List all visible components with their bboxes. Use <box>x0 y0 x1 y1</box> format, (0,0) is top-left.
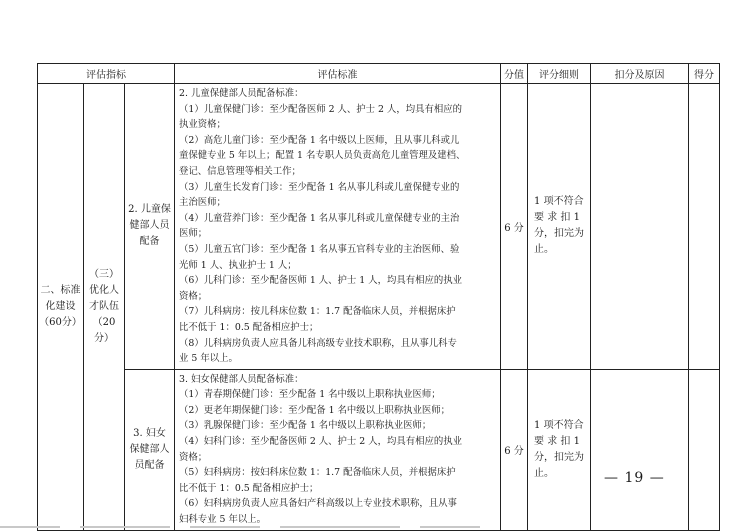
rule-women-cell: 1 项不符合 要 求 扣 1 分，扣完为 止。 <box>528 369 591 530</box>
score-children-cell: 6 分 <box>501 84 528 370</box>
evaluation-table <box>37 63 720 531</box>
header-score: 分值 <box>501 64 528 84</box>
section-row-children <box>38 84 720 370</box>
got-women-cell <box>689 369 720 530</box>
item-children-cell: 2. 儿童保 健部人员 配备 <box>125 84 175 370</box>
header-rule: 评分细则 <box>528 64 591 84</box>
category-cell: 二、标准 化建设 （60分） <box>38 84 84 531</box>
header-deduction: 扣分及原因 <box>591 64 689 84</box>
page-number: — 19 — <box>604 470 665 486</box>
score-women-cell: 6 分 <box>501 369 528 530</box>
deduction-children-cell <box>591 84 689 370</box>
section-row-women <box>38 369 720 530</box>
deduction-women-cell <box>591 369 689 530</box>
standard-women-cell: 3. 妇女保健部人员配备标准： （1）青春期保健门诊：至少配备 1 名中级以上职称执业医师； （2）更老年期保健门诊：至少配备 1 名中级以上职称执业医师； （3）乳腺保健门诊：至少配备 1 名中级以上职称执业医师； （4）妇科门诊：至少配备医师 2 人、护士 2 人，均具有相应的执业 资格； （5）妇科病房：按妇科床位数 1：1.7 配备临床人员，并根据床护 比不低于 1：0.5 配备相应护士； （6）妇科病房负责人应具备妇产科高级以上专业技术职称，且从事 妇科专业 5 年以上。 <box>175 369 501 530</box>
got-children-cell <box>689 84 720 370</box>
subcategory-cell: （三） 优化人 才队伍 （20 分） <box>84 84 125 531</box>
header-standard: 评估标准 <box>175 64 501 84</box>
standard-children-cell: 2. 儿童保健部人员配备标准： （1）儿童保健门诊：至少配备医师 2 人、护士 2 人，均具有相应的 执业资格； （2）高危儿童门诊：至少配备 1 名中级以上医师，且从事儿科或儿 童保健专业 5 年以上；配置 1 名专职人员负责高危儿童管理及建档、 登记、信息管理等相关工作； （3）儿童生长发育门诊：至少配备 1 名从事儿科或儿童保健专业的 主治医师； （4）儿童营养门诊：至少配备 1 名从事儿科或儿童保健专业的主治 医师； （5）儿童五官门诊：至少配备 1 名从事五官科专业的主治医师、验 光师 1 人、执业护士 1 人； （6）儿科门诊：至少配备医师 1 人、护士 1 人，均具有相应的执业 资格； （7）儿科病房：按儿科床位数 1：1.7 配备临床人员，并根据床护 比不低于 1：0.5 配备相应护士； （8）儿科病房负责人应具备儿科高级专业技术职称，且从事儿科专 业 5 年以上。 <box>175 84 501 370</box>
rule-children-cell: 1 项不符合 要 求 扣 1 分，扣完为 止。 <box>528 84 591 370</box>
scan-edge-artifact <box>0 524 750 531</box>
item-women-cell: 3. 妇女 保健部人 员配备 <box>125 369 175 530</box>
header-indicator: 评估指标 <box>38 64 175 84</box>
header-row <box>38 64 720 84</box>
header-got: 得分 <box>689 64 720 84</box>
